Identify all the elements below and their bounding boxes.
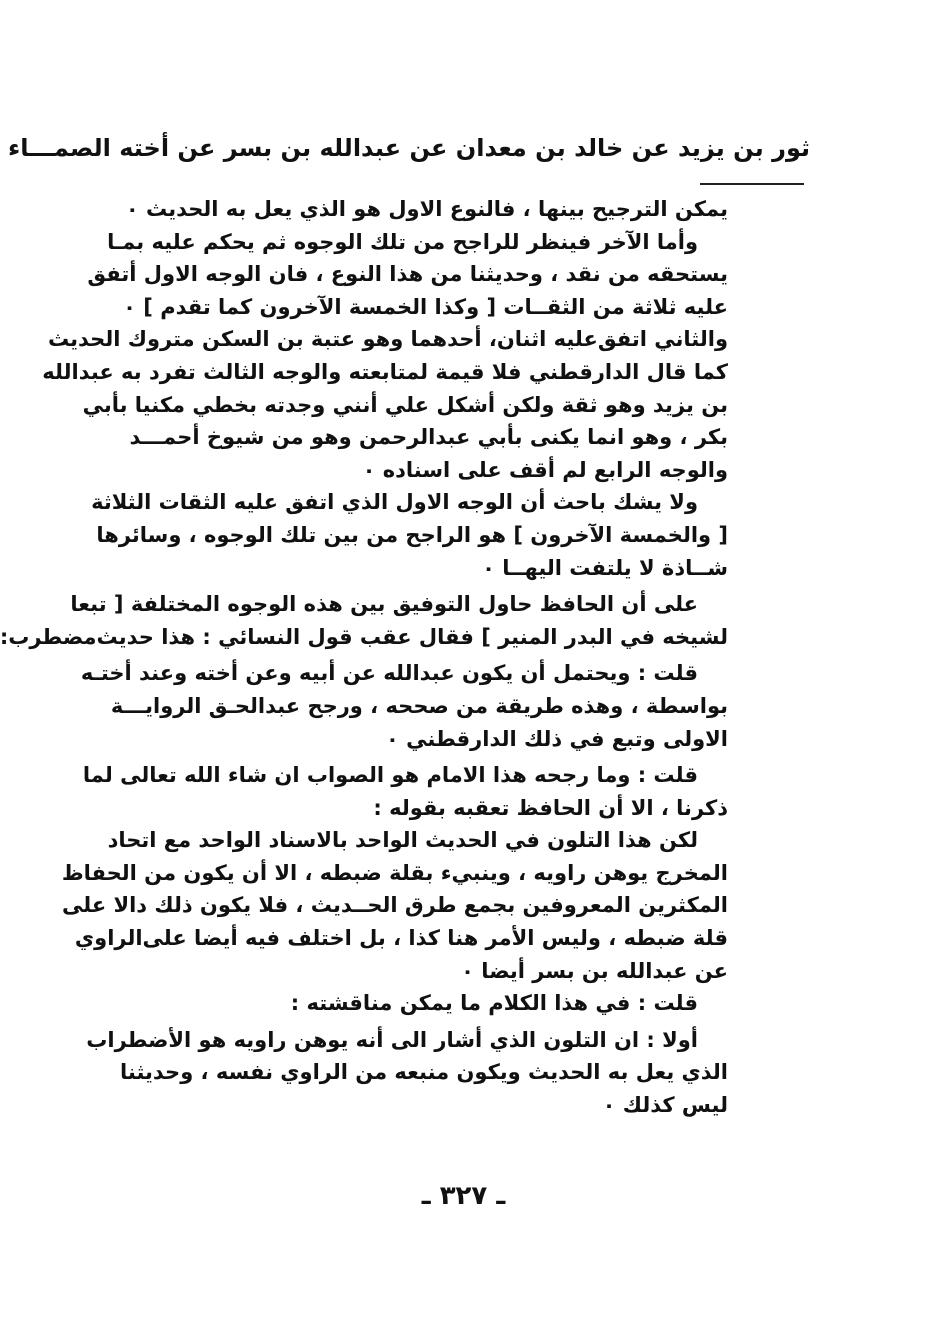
running-head: ثور بن يزيد عن خالد بن معدان عن عبدالله بن بسر عن أخته الصمـــاء <box>7 134 810 162</box>
text-line: [ والخمسة الآخرون ] هو الراجح من بين تلك الوجوه ، وسائرها <box>96 522 728 547</box>
text-line: بكر ، وهو انما يكنى بأبي عبدالرحمن وهو من شيوخ أحمـــد <box>129 425 728 450</box>
text-line: شــاذة لا يلتفت اليهــا ٠ <box>482 555 728 580</box>
text-line: قلت : في هذا الكلام ما يمكن مناقشته : <box>290 991 698 1016</box>
text-line: الاولى وتبع في ذلك الدارقطني ٠ <box>386 726 728 751</box>
text-line: وأما الآخر فينظر للراجح من تلك الوجوه ثم يحكم عليه بمـا <box>107 229 698 254</box>
text-line: والثاني اتفق‌عليه اثنان، أحدهما وهو عتبة بن السكن متروك الحديث <box>47 327 728 352</box>
text-line: بن يزيد وهو ثقة ولكن أشكل علي أنني وجدته بخطي مكنيا بأبي <box>82 392 728 417</box>
body-text <box>0 193 728 1122</box>
text-line: عن عبدالله بن بسر أيضا ٠ <box>461 958 728 983</box>
text-line: عليه ثلاثة من الثقــات [ وكذا الخمسة الآخرون كما تقدم ] ٠ <box>123 294 728 319</box>
text-line: قلت : وما رجحه هذا الامام هو الصواب ان شاء الله تعالى لما <box>82 763 698 788</box>
text-line: والوجه الرابع لم أقف على اسناده ٠ <box>362 457 728 482</box>
header-rule <box>700 183 804 185</box>
text-line: الذي يعل به الحديث ويكون منبعه من الراوي نفسه ، وحديثنا <box>120 1060 728 1085</box>
text-line: قلت : ويحتمل أن يكون عبدالله عن أبيه وعن أخته وعند أختـه <box>80 661 698 686</box>
text-line: ليس كذلك ٠ <box>602 1093 728 1118</box>
text-line: لشيخه في البدر المنير ] فقال عقب قول النسائي : هذا حديث‌مضطرب: <box>0 624 728 649</box>
page-number: ـ ٣٢٧ ـ <box>421 1181 506 1211</box>
text-line: المخرج يوهن راويه ، وينبيء بقلة ضبطه ، الا أن يكون من الحفاظ <box>61 860 728 885</box>
text-line: قلة ضبطه ، وليس الأمر هنا كذا ، بل اختلف فيه أيضا على‌الراوي <box>74 926 728 951</box>
text-line: يمكن الترجيح بينها ، فالنوع الاول هو الذي يعل به الحديث ٠ <box>125 197 728 221</box>
text-line: بواسطة ، وهذه طريقة من صححه ، ورجح عبدالحـق الروايـــة <box>110 693 728 718</box>
text-line: ذكرنا ، الا أن الحافظ تعقبه بقوله : <box>373 795 728 820</box>
text-line: كما قال الدارقطني فلا قيمة لمتابعته والوجه الثالث تفرد به عبدالله <box>42 359 728 384</box>
text-line: لكن هذا التلون في الحديث الواحد بالاسناد الواحد مع اتحاد <box>107 828 698 853</box>
text-line: يستحقه من نقد ، وحديثنا من هذا النوع ، فان الوجه الاول أتفق <box>87 262 728 287</box>
text-line: على أن الحافظ حاول التوفيق بين هذه الوجوه المختلفة [ تبعا <box>70 592 698 617</box>
text-line: المكثرين المعروفين بجمع طرق الحــديث ، فلا يكون ذلك دالا على <box>62 893 728 918</box>
text-line: أولا : ان التلون الذي أشار الى أنه يوهن راويه هو الأضطراب <box>86 1027 698 1052</box>
text-line: ولا يشك باحث أن الوجه الاول الذي اتفق عليه الثقات الثلاثة <box>91 490 698 515</box>
